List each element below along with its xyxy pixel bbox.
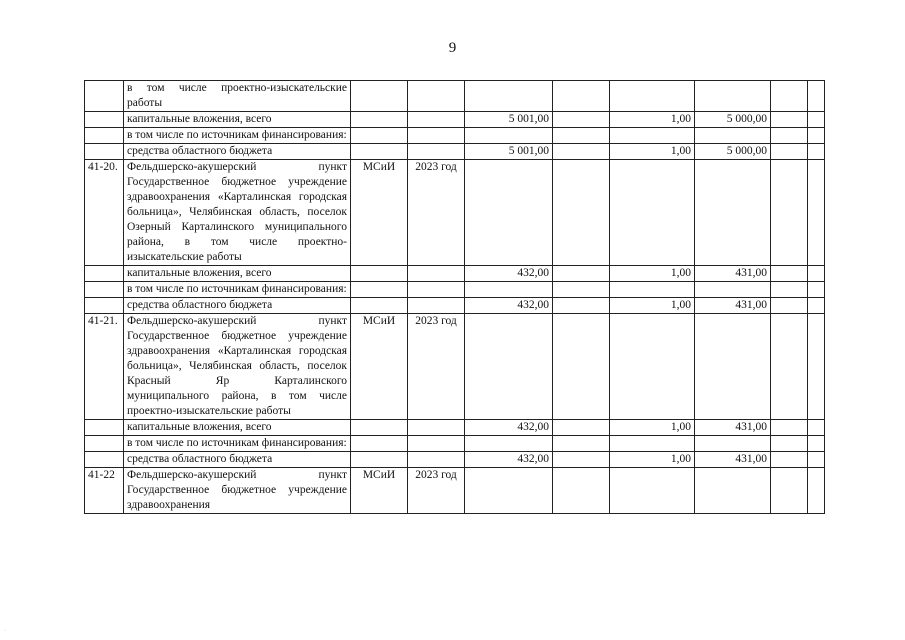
cell-executor: МСиИ (351, 314, 408, 420)
cell-description: в том числе по источникам финансирования: (124, 128, 351, 144)
cell-col9 (808, 468, 825, 514)
cell-total (465, 81, 553, 112)
cell-col7: 5 000,00 (695, 144, 771, 160)
cell-item-number: 41-22 (85, 468, 124, 514)
table-row (85, 298, 825, 314)
cell-col9 (808, 420, 825, 436)
cell-col9 (808, 128, 825, 144)
cell-description: капитальные вложения, всего (124, 266, 351, 282)
cell-item-number: 41-21. (85, 314, 124, 420)
cell-item-number (85, 282, 124, 298)
cell-col7 (695, 81, 771, 112)
table-row (85, 314, 825, 420)
cell-year (408, 420, 465, 436)
table-row (85, 436, 825, 452)
cell-executor (351, 144, 408, 160)
cell-col6 (610, 160, 695, 266)
cell-total (465, 128, 553, 144)
cell-executor: МСиИ (351, 160, 408, 266)
cell-col8 (771, 112, 808, 128)
cell-col8 (771, 81, 808, 112)
table-row (85, 468, 825, 514)
cell-col5 (553, 81, 610, 112)
cell-item-number (85, 266, 124, 282)
cell-col9 (808, 298, 825, 314)
cell-col5 (553, 144, 610, 160)
cell-total (465, 314, 553, 420)
table-row (85, 160, 825, 266)
cell-year: 2023 год (408, 314, 465, 420)
cell-col7 (695, 468, 771, 514)
cell-year (408, 112, 465, 128)
cell-col9 (808, 452, 825, 468)
cell-item-number (85, 436, 124, 452)
cell-executor (351, 436, 408, 452)
cell-executor: МСиИ (351, 468, 408, 514)
cell-total: 432,00 (465, 298, 553, 314)
cell-description: Фельдшерско-акушерский пункт Государственное бюджетное учреждение здравоохранения «Карталинская городская больница», Челябинская область, поселок Красный Яр Карталинского муниципального района, в том числе проектно-изыскательские работы (124, 314, 351, 420)
cell-total: 432,00 (465, 266, 553, 282)
cell-col8 (771, 160, 808, 266)
cell-description: средства областного бюджета (124, 144, 351, 160)
table-row (85, 420, 825, 436)
cell-total (465, 468, 553, 514)
cell-col5 (553, 282, 610, 298)
cell-col7 (695, 436, 771, 452)
cell-item-number (85, 144, 124, 160)
cell-col8 (771, 282, 808, 298)
cell-col7 (695, 314, 771, 420)
cell-col6: 1,00 (610, 420, 695, 436)
cell-col8 (771, 266, 808, 282)
cell-col9 (808, 266, 825, 282)
cell-col6 (610, 436, 695, 452)
cell-col5 (553, 160, 610, 266)
cell-description: средства областного бюджета (124, 452, 351, 468)
cell-year: 2023 год (408, 468, 465, 514)
cell-col8 (771, 436, 808, 452)
cell-col5 (553, 468, 610, 514)
cell-col7 (695, 160, 771, 266)
cell-col5 (553, 436, 610, 452)
cell-description: в том числе проектно-изыскательские работы (124, 81, 351, 112)
cell-executor (351, 420, 408, 436)
cell-col8 (771, 420, 808, 436)
cell-total (465, 160, 553, 266)
cell-col7: 431,00 (695, 298, 771, 314)
cell-col9 (808, 282, 825, 298)
cell-col6: 1,00 (610, 266, 695, 282)
cell-item-number: 41-20. (85, 160, 124, 266)
cell-year (408, 128, 465, 144)
cell-item-number (85, 452, 124, 468)
cell-description: капитальные вложения, всего (124, 112, 351, 128)
table-row (85, 128, 825, 144)
cell-item-number (85, 128, 124, 144)
cell-year (408, 298, 465, 314)
table-row (85, 81, 825, 112)
table-row (85, 266, 825, 282)
cell-col8 (771, 298, 808, 314)
budget-table (84, 80, 825, 514)
cell-total: 5 001,00 (465, 144, 553, 160)
scan-mark: · (4, 628, 6, 634)
cell-description: в том числе по источникам финансирования: (124, 282, 351, 298)
cell-year (408, 81, 465, 112)
cell-col5 (553, 128, 610, 144)
page-number: 9 (448, 40, 457, 56)
cell-col9 (808, 112, 825, 128)
cell-col9 (808, 144, 825, 160)
cell-col7: 431,00 (695, 420, 771, 436)
cell-col8 (771, 314, 808, 420)
cell-year (408, 282, 465, 298)
cell-executor (351, 81, 408, 112)
cell-year (408, 266, 465, 282)
cell-total (465, 282, 553, 298)
cell-year (408, 144, 465, 160)
table-row (85, 112, 825, 128)
cell-total: 432,00 (465, 452, 553, 468)
cell-executor (351, 298, 408, 314)
table-row (85, 144, 825, 160)
cell-col8 (771, 468, 808, 514)
cell-executor (351, 452, 408, 468)
cell-total (465, 436, 553, 452)
table-body (85, 81, 825, 514)
cell-col5 (553, 314, 610, 420)
cell-description: Фельдшерско-акушерский пункт Государственное бюджетное учреждение здравоохранения «Карталинская городская больница», Челябинская область, поселок Озерный Карталинского муниципального района, в том числе проектно-изыскательские работы (124, 160, 351, 266)
cell-col7: 5 000,00 (695, 112, 771, 128)
cell-executor (351, 282, 408, 298)
cell-col6 (610, 468, 695, 514)
cell-col6 (610, 128, 695, 144)
cell-executor (351, 128, 408, 144)
table-row (85, 452, 825, 468)
cell-item-number (85, 298, 124, 314)
cell-description: капитальные вложения, всего (124, 420, 351, 436)
cell-description: средства областного бюджета (124, 298, 351, 314)
cell-col6 (610, 314, 695, 420)
cell-col6 (610, 81, 695, 112)
cell-col5 (553, 420, 610, 436)
cell-col5 (553, 452, 610, 468)
cell-col9 (808, 436, 825, 452)
cell-item-number (85, 112, 124, 128)
cell-col9 (808, 81, 825, 112)
cell-item-number (85, 420, 124, 436)
table-row (85, 282, 825, 298)
cell-description: в том числе по источникам финансирования: (124, 436, 351, 452)
cell-col8 (771, 144, 808, 160)
cell-col6 (610, 282, 695, 298)
cell-executor (351, 112, 408, 128)
cell-col7: 431,00 (695, 452, 771, 468)
cell-total: 432,00 (465, 420, 553, 436)
cell-col7 (695, 282, 771, 298)
cell-year: 2023 год (408, 160, 465, 266)
cell-description: Фельдшерско-акушерский пункт Государственное бюджетное учреждение здравоохранения (124, 468, 351, 514)
cell-col5 (553, 266, 610, 282)
cell-col6: 1,00 (610, 144, 695, 160)
cell-col7 (695, 128, 771, 144)
cell-col5 (553, 298, 610, 314)
cell-col6: 1,00 (610, 298, 695, 314)
cell-col8 (771, 452, 808, 468)
cell-col5 (553, 112, 610, 128)
cell-year (408, 436, 465, 452)
cell-col9 (808, 160, 825, 266)
cell-year (408, 452, 465, 468)
cell-total: 5 001,00 (465, 112, 553, 128)
cell-executor (351, 266, 408, 282)
cell-col8 (771, 128, 808, 144)
cell-col7: 431,00 (695, 266, 771, 282)
cell-col6: 1,00 (610, 112, 695, 128)
cell-item-number (85, 81, 124, 112)
cell-col6: 1,00 (610, 452, 695, 468)
cell-col9 (808, 314, 825, 420)
